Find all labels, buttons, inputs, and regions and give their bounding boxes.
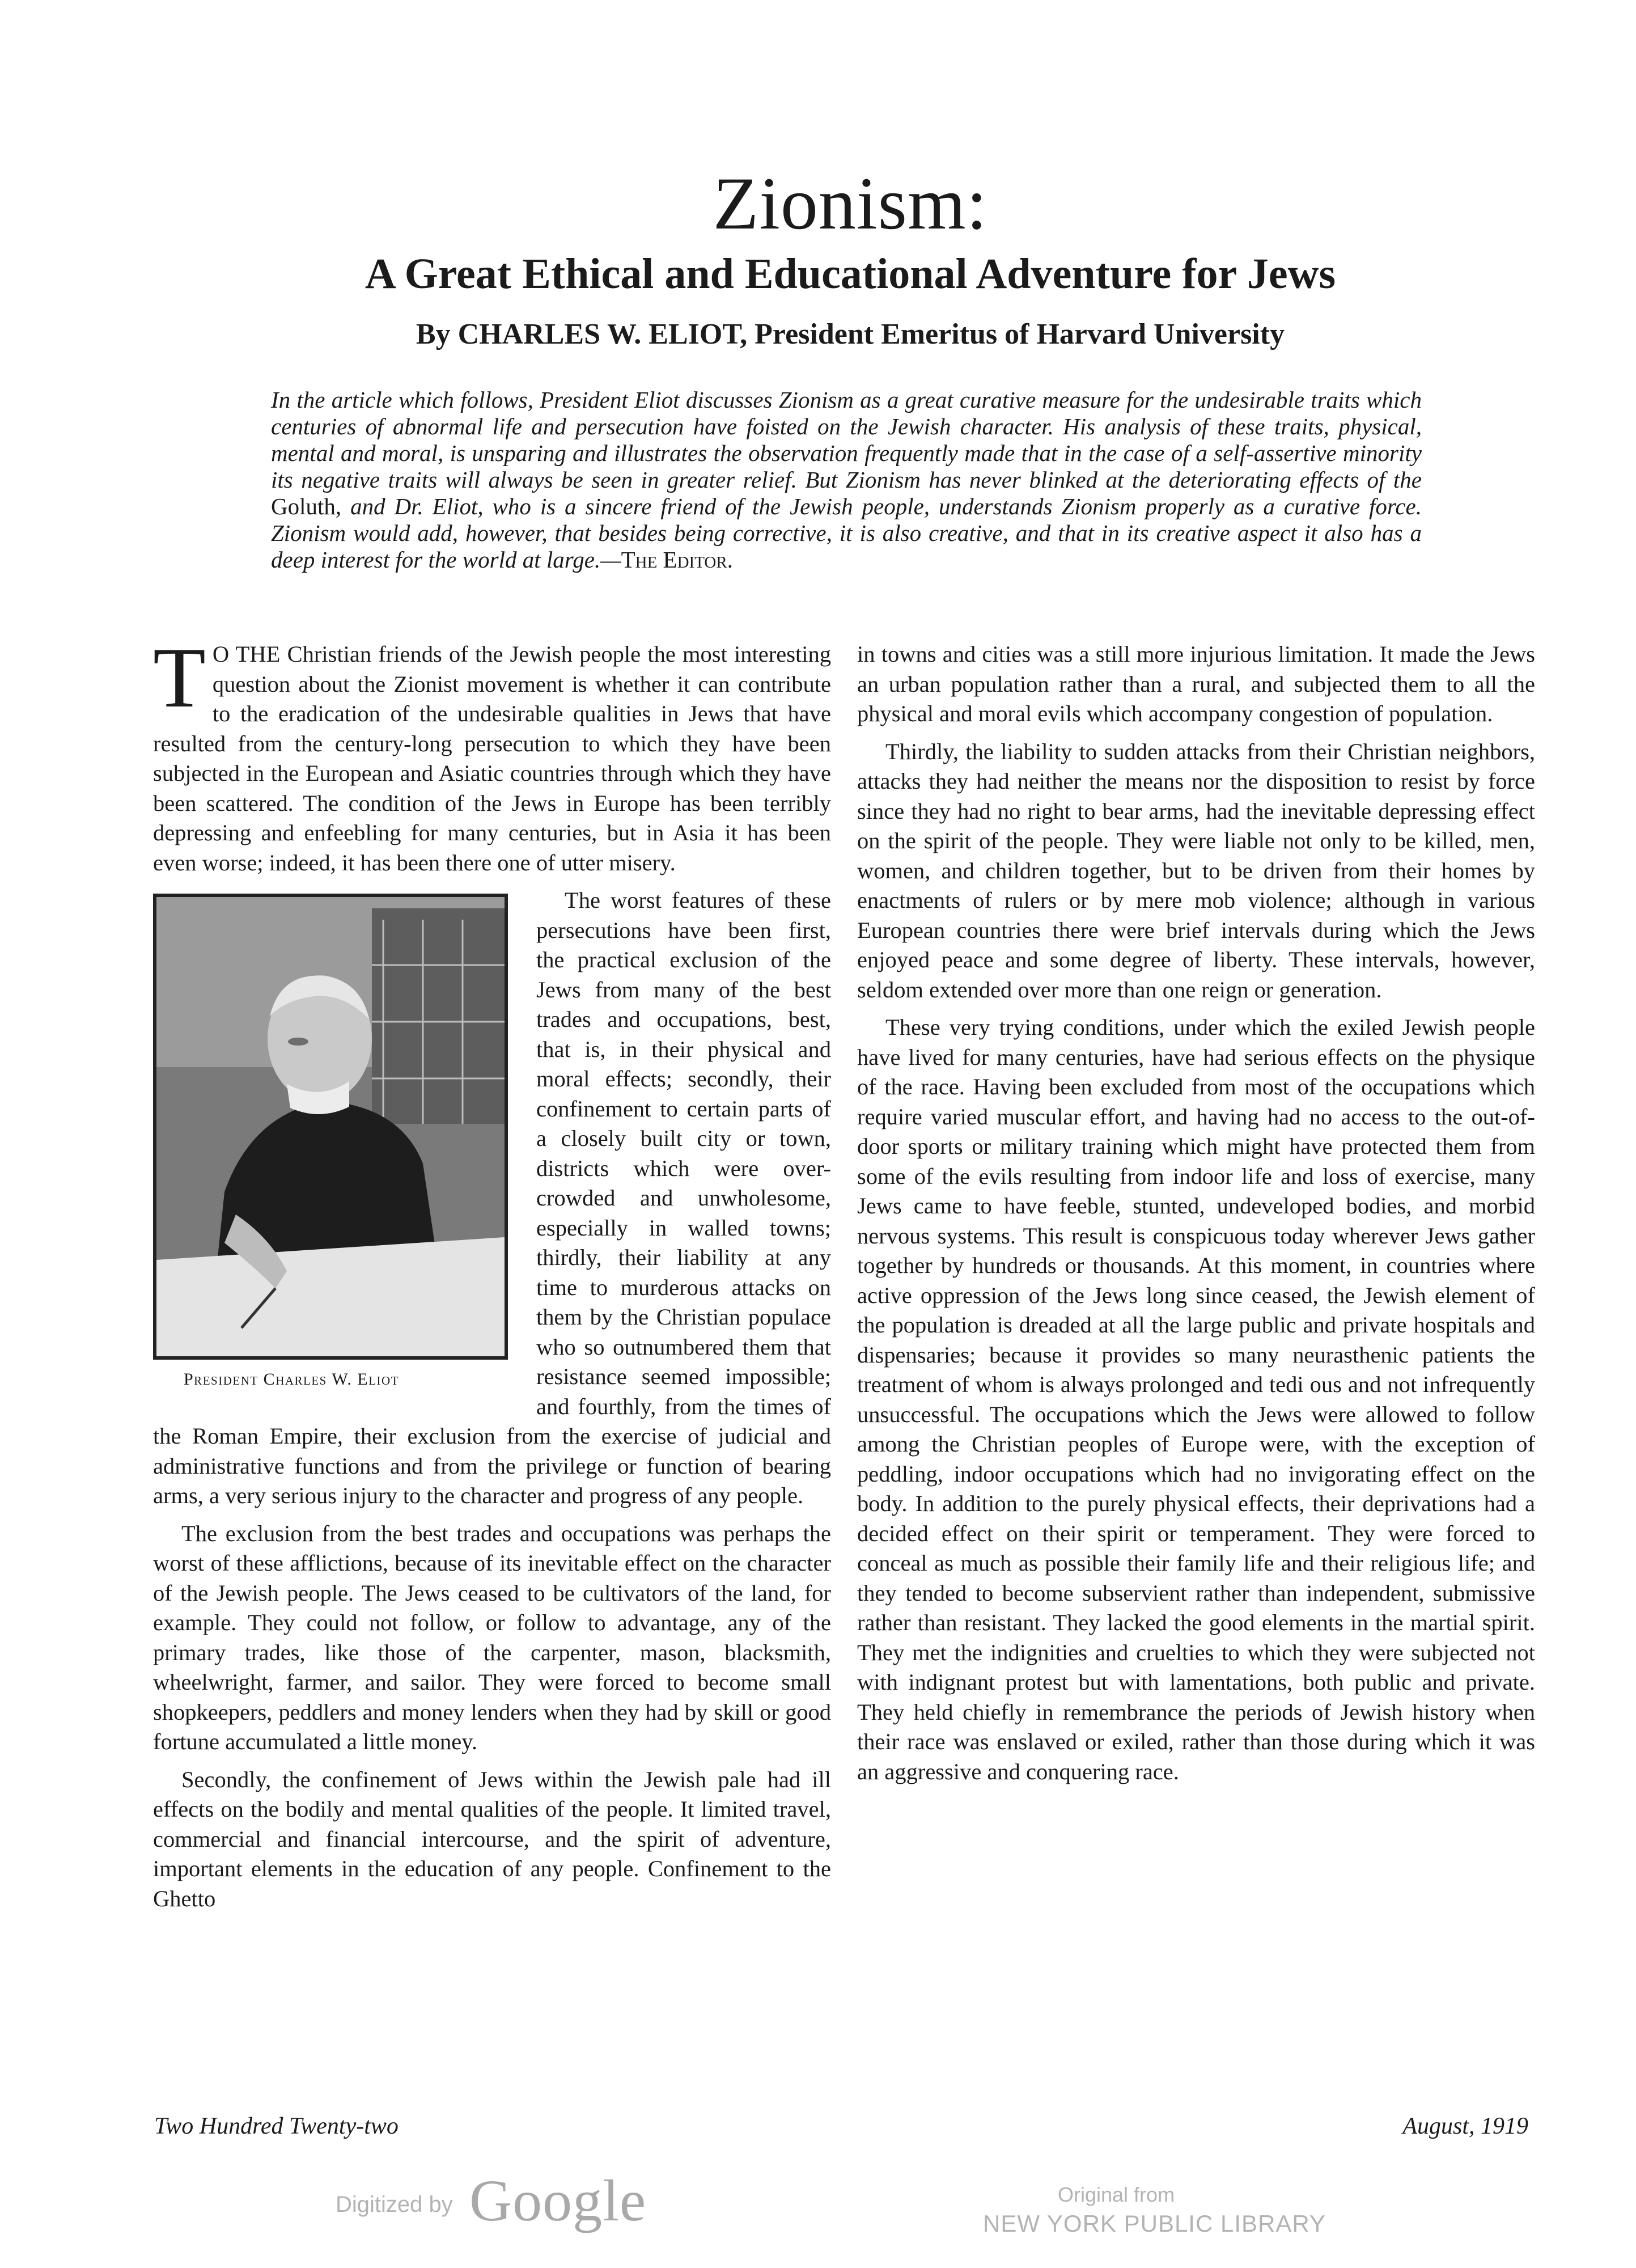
intro-goluth: Goluth, (271, 493, 342, 519)
library-name: NEW YORK PUBLIC LIBRARY (983, 2210, 1326, 2237)
paragraph-5: Thirdly, the liability to sudden attacks from their Christian neighbors, attacks they had neither the means nor the disposition to resist by force since they had no right to bear arms, had the inevitable depressing effect on the spirit of the people. They were liable not only to be killed, men, women, and children together, but to be driven from their homes by enactments of rulers or by mere mob violence; although in various European countries there were brief intervals during which the Jews enjoyed peace and some degree of liberty. These intervals, however, seldom extended over more than one reign or generation. (857, 738, 1535, 1002)
paragraph-3: The exclusion from the best trades and occupations was perhaps the worst of these afflictions, because of its inevitable effect on the character of the Jewish people. The Jews ceased to be cultivators of the land, for example. They could not follow, or follow to advantage, any of the primary trades, like those of the carpenter, mason, blacksmith, wheelwright, farmer, and sailor. They were forced to become small shopkeepers, peddlers and money lenders when they had by skill or good fortune accumulated a little money. (153, 1520, 831, 1754)
portrait-photo (153, 894, 508, 1360)
google-logo: Google (469, 2168, 647, 2233)
right-column (857, 640, 1535, 2091)
paragraph-continued: in towns and cities was a still more injurious limitation. It made the Jews an urban population rather than a rural, and subjected them to all the physical and moral evils which accompany congestion of population. (857, 641, 1535, 726)
intro-editor-signature: The Editor. (621, 547, 733, 573)
photo-caption: President Charles W. Eliot (184, 1370, 400, 1389)
paragraph-2: The worst features of these persecutions have been first, the practical exclusion of the Jews from many of the best trades and occupations, best, that is, in their physical and moral effects; secondly, their confinement to certain parts of a closely built city or town, districts which were over-crowded and unwholesome, especially in walled towns; thirdly, their liability at any time to murderous attacks on them by the Christian populace who so outnumbered them that resistance seemed impossible; and fourthly, from the times of the Roman Empire, their exclusion from the exercise of judicial and administrative functions and from the privilege or function of bearing arms, a very serious injury to the character and progress of any people. (153, 887, 831, 1508)
page-number-label: Two Hundred Twenty-two (154, 2113, 399, 2139)
intro-text-part2: and Dr. Eliot, who is a sincere friend of the Jewish people, understands Zionism properly as a curative force. Zionism would add, however, that besides being corrective, it is also creative, and that in its creative aspect it also has a deep interest for the world at large.— (271, 493, 1422, 573)
intro-text-part1: In the article which follows, President Eliot discusses Zionism as a great curative measure for the undesirable traits which centuries of abnormal life and persecution have foisted on the Jewish character. His analysis of these traits, physical, mental and moral, is unsparing and illustrates the observation frequently made that in the case of a self-assertive minority its negative traits will always be seen in greater relief. But Zionism has never blinked at the deteriorating effects of the (271, 387, 1422, 493)
portrait-illustration (156, 897, 505, 1356)
article-subtitle: A Great Ethical and Educational Adventure for Jews (365, 250, 1336, 298)
issue-date: August, 1919 (1402, 2113, 1528, 2139)
paragraph-4: Secondly, the confinement of Jews within the Jewish pale had ill effects on the bodily and mental qualities of the people. It limited travel, commercial and financial intercourse, and the spirit of adventure, important elements in the education of any people. Confinement to the Ghetto (153, 1766, 831, 1911)
portrait-figure (153, 894, 516, 1389)
paragraph-6: These very trying conditions, under which the exiled Jewish people have lived for many centuries, have had serious effects on the physique of the race. Having been excluded from most of the occupations which require varied muscular effort, and having had no access to the out-of-door sports or military training which might have protected them from some of the evils resulting from indoor life and loss of exercise, many Jews came to have feeble, stunted, undeveloped bodies, and morbid nervous systems. This result is conspicuous today wherever Jews gather together by hundreds or thousands. At this moment, in countries where active oppression of the Jews long since ceased, the Jewish element of the population is dreaded at all the large public and private hospitals and dispensaries; because it provides so many neurasthenic patients the treatment of whom is always prolonged and tedi ous and not infrequently unsuccessful. The occupations which the Jews were allowed to follow among the Christian peoples of Europe were, with the exception of peddling, indoor occupations which had no invigorating effect on the body. In addition to the purely physical effects, their deprivations had a decided effect on their spirit or temperament. They were forced to conceal as much as possible their family life and their religious life; and they tended to become subservient rather than independent, submissive rather than resistant. They lacked the good elements in the martial spirit. They met the indignities and cruelties to which they were subjected not with indignant protest but with lamentations, both public and private. They held chiefly in remembrance the periods of Jewish history when their race was enslaved or exiled, rather than those during which it was an aggressive and conquering race. (857, 1014, 1535, 1784)
drop-cap: T (153, 640, 206, 725)
article-byline: By CHARLES W. ELIOT, President Emeritus of Harvard University (416, 318, 1285, 350)
editor-introduction (271, 387, 1422, 573)
paragraph-1-text: Christian friends of the Jewish people the most interesting question about the Zionist movement is whether it can contribute to the eradication of the undesirable qualities in Jews that have resulted from the century-long persecution to which they have been subjected in the European and Asiatic countries through which they have been scattered. The condition of the Jews in Europe has been terribly depressing and enfeebling for many centuries, but in Asia it has been even worse; indeed, it has been there one of utter misery. (153, 641, 831, 875)
lead-caps: O THE (212, 641, 281, 667)
digitized-by-label: Digitized by (336, 2192, 453, 2217)
article-title: Zionism: (713, 162, 988, 245)
paragraph-opening (153, 640, 831, 878)
left-column (153, 640, 831, 2091)
original-from-label: Original from (1058, 2183, 1175, 2206)
